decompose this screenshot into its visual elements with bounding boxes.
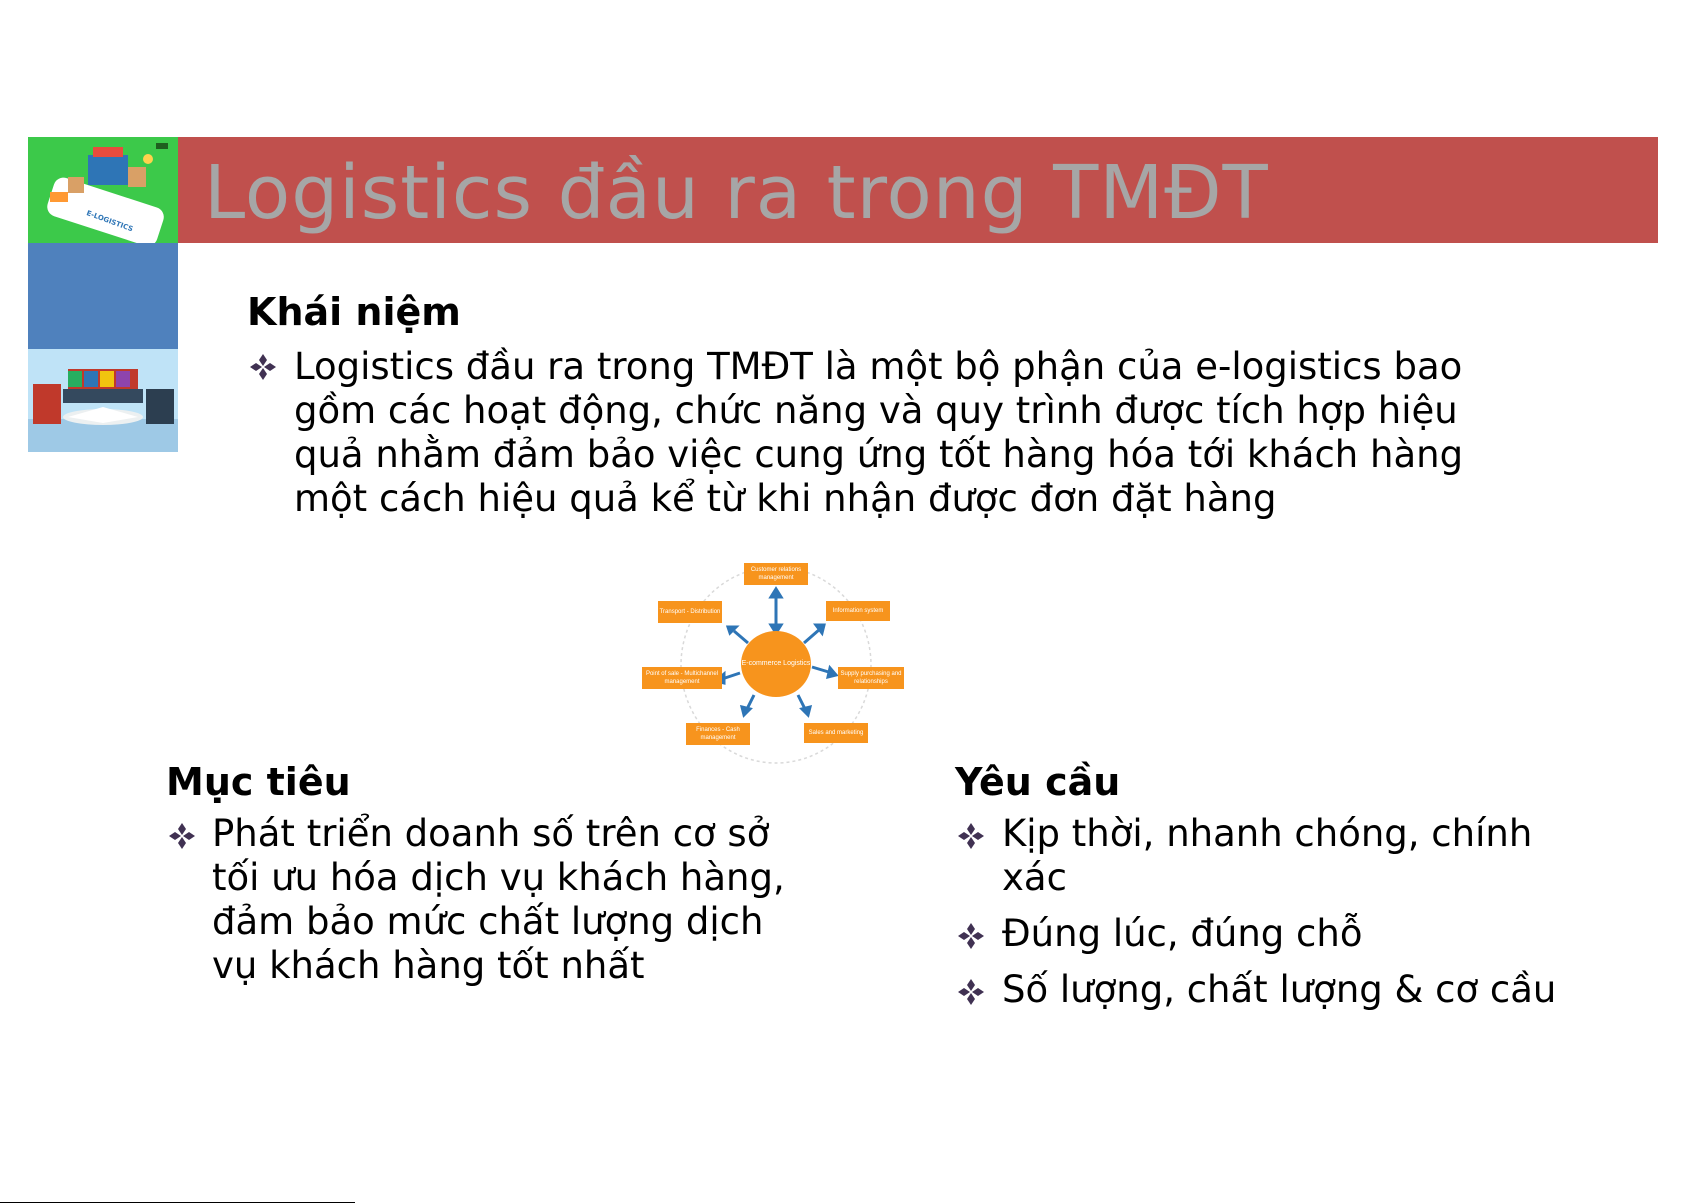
concept-line: quả nhằm đảm bảo việc cung ứng tốt hàng hóa tới khách hàng — [294, 433, 1464, 476]
requirement-line: Số lượng, chất lượng & cơ cầu — [1002, 968, 1557, 1011]
requirement-line: Kịp thời, nhanh chóng, chính — [1002, 812, 1533, 855]
requirement-item — [1002, 912, 1556, 956]
goal-paragraph — [212, 812, 785, 988]
diagram-center-node: E-commerce Logistics — [741, 631, 811, 697]
concept-line: Logistics đầu ra trong TMĐT là một bộ phận của e-logistics bao — [294, 345, 1463, 388]
accent-blue-block — [28, 243, 178, 349]
concept-line: gồm các hoạt động, chức năng và quy trình được tích hợp hiệu — [294, 389, 1458, 432]
requirements-heading: Yêu cầu — [955, 760, 1121, 804]
concept-heading: Khái niệm — [247, 290, 461, 334]
diagram-node: Supply purchasing and relationships — [838, 667, 904, 689]
diagram-node: Finances - Cash management — [686, 723, 750, 745]
goal-line: tối ưu hóa dịch vụ khách hàng, — [212, 856, 785, 899]
thumbnail-caption: E-LOGISTICS — [85, 209, 135, 234]
e-logistics-thumbnail — [28, 137, 178, 243]
requirements-list — [1002, 812, 1556, 1012]
requirement-line: Đúng lúc, đúng chỗ — [1002, 912, 1363, 955]
ecommerce-logistics-diagram — [626, 555, 926, 775]
diagram-node: Transport - Distribution — [658, 601, 722, 623]
diagram-node: Customer relations management — [744, 563, 808, 585]
transport-thumbnail — [28, 349, 178, 452]
e-logistics-illustration-icon — [28, 137, 178, 243]
slide-title: Logistics đầu ra trong TMĐT — [204, 150, 1269, 236]
diagram-node: Point of sale - Multichannel management — [642, 667, 722, 689]
requirement-item — [1002, 968, 1556, 1012]
goal-heading: Mục tiêu — [166, 760, 351, 804]
goal-line: Phát triển doanh số trên cơ sở — [212, 812, 770, 855]
goal-line: vụ khách hàng tốt nhất — [212, 944, 645, 987]
diamond-bullet-icon — [248, 352, 278, 382]
concept-paragraph — [294, 345, 1463, 521]
concept-line: một cách hiệu quả kể từ khi nhận được đơn đặt hàng — [294, 477, 1277, 520]
diamond-bullet-icon — [956, 977, 986, 1007]
requirement-line: xác — [1002, 856, 1067, 899]
goal-line: đảm bảo mức chất lượng dịch — [212, 900, 764, 943]
diagram-node: Sales and marketing — [804, 723, 868, 743]
diamond-bullet-icon — [956, 821, 986, 851]
diamond-bullet-icon — [956, 921, 986, 951]
diamond-bullet-icon — [167, 821, 197, 851]
requirement-item — [1002, 812, 1556, 900]
transport-illustration-icon — [28, 349, 178, 452]
diagram-node: Information system — [826, 601, 890, 621]
